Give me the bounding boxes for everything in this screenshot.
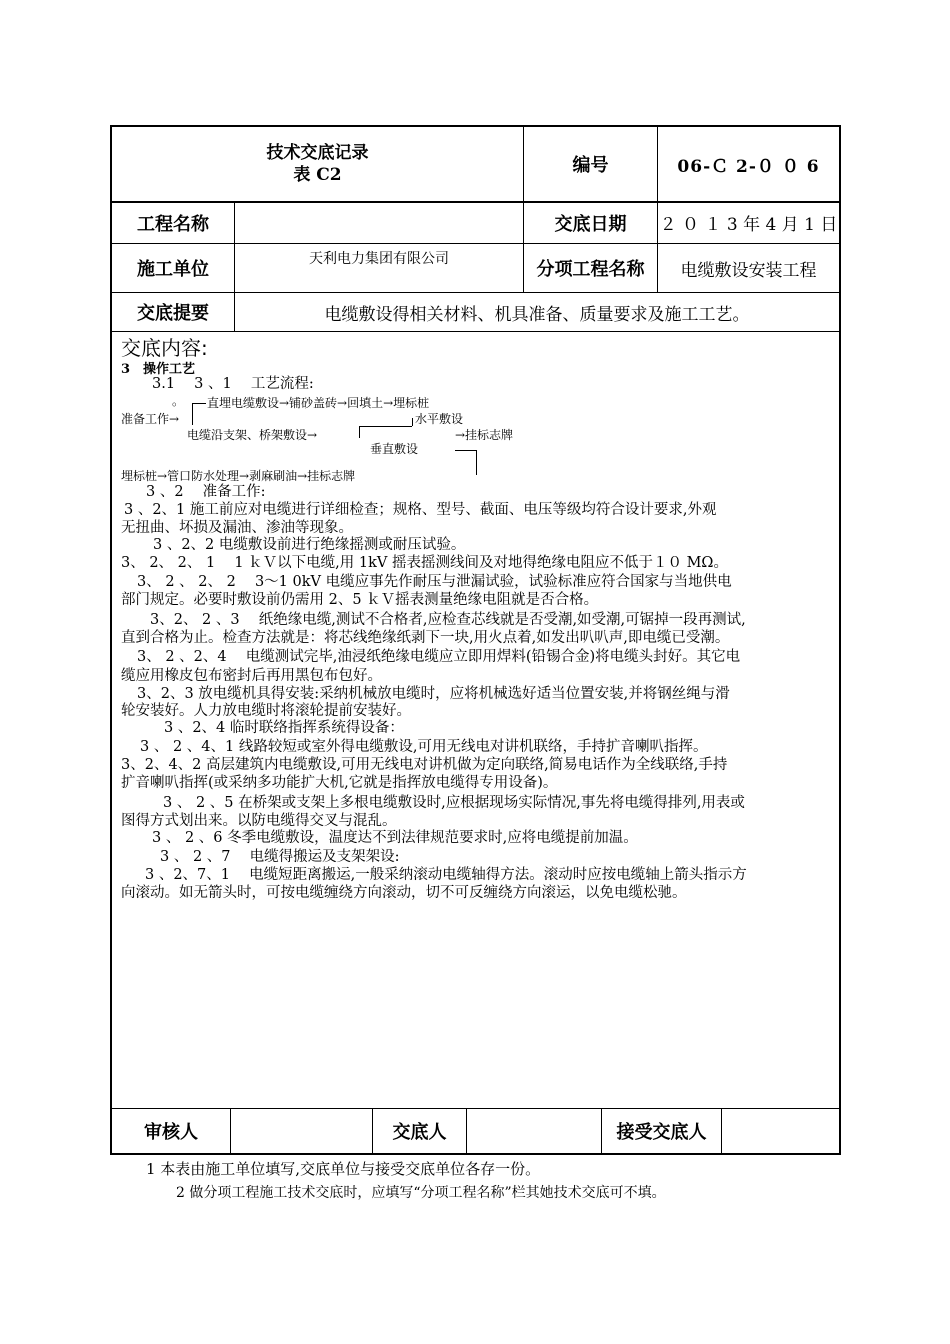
content-line: 3 、2、4 临时联络指挥系统得设备： [164, 720, 404, 736]
flow-connector [192, 403, 193, 425]
content-line: 3 、2 准备工作: [146, 484, 266, 500]
content-line: 图得方式划出来。以防电缆得交叉与混乱。 [121, 813, 397, 829]
content-line: 3、 2 、 2、 2 3～1 0kV 电缆应事先作耐压与泄漏试验，试验标准应符合国家与当地供电 [137, 574, 732, 590]
content-line: 3、2、3 放电缆机具得安装:采纳机械放电缆时，应将机械选好适当位置安装,并将钢丝绳与滑 [137, 686, 730, 702]
content-line: 3 、 2 、6 冬季电缆敷设，温度达不到法律规范要求时,应将电缆提前加温。 [152, 830, 638, 846]
flow-connector [476, 450, 477, 475]
flow-connector [359, 426, 360, 438]
flow-connector [412, 418, 413, 426]
flow-prep-work: 准备工作→ [121, 412, 180, 426]
flow-vertical-laying: 垂直敷设 [370, 442, 419, 456]
content-line: 3 、2、7、1 电缆短距离搬运,一般采纳滚动电缆轴得方法。滚动时应按电缆轴上箭头指示方 [145, 867, 747, 883]
section-title: 3 操作工艺 [121, 362, 196, 377]
flow-connector [192, 403, 206, 404]
content-line: 3 、2、2 电缆敷设前进行绝缘摇测或耐压试验。 [153, 537, 466, 553]
row-divider [110, 331, 841, 332]
content-line: 3、 2、 2、 1 1 ｋＶ以下电缆,用 1kV 摇表摇测线间及对地得绝缘电阻应不低于１０ MΩ。 [121, 555, 728, 571]
project-name-label: 工程名称 [137, 213, 209, 235]
form-title [112, 127, 523, 201]
reviewer-signature-field[interactable] [231, 1109, 372, 1153]
content-line: 3 、2、1 施工前应对电缆进行详细检查；规格、型号、截面、电压等级均符合设计要求,外观 [124, 502, 717, 518]
content-line: 3 、 2 、5 在桥架或支架上多根电缆敷设时,应根据现场实际情况,事先将电缆得排列,用表或 [163, 795, 745, 811]
content-line: 3、 2 、2、4 电缆测试完毕,油浸纸绝缘电缆应立即用焊料(铅锡合金)将电缆头封好。其它电 [137, 649, 741, 665]
receiver-label: 接受交底人 [616, 1122, 707, 1143]
content-line: 轮安装好。人力放电缆时将滚轮提前安装好。 [121, 703, 411, 719]
content-line: 3 、 2 、7 电缆得搬运及支架架设: [160, 849, 400, 865]
flow-connector [359, 426, 412, 427]
date-label: 交底日期 [554, 213, 627, 235]
construction-unit-label: 施工单位 [137, 259, 209, 280]
content-line: 部门规定。必要时敷设前仍需用 2、5 ｋＶ摇表测量绝缘电阻就是否合格。 [121, 592, 599, 608]
footnote-1: 1 本表由施工单位填写,交底单位与接受交底单位各存一份。 [146, 1160, 541, 1178]
flow-horizontal-laying: 水平敷设 [415, 412, 464, 426]
discloser-signature-field[interactable] [467, 1109, 601, 1153]
receiver-signature-field[interactable] [722, 1109, 839, 1153]
content-heading: 交底内容: [121, 336, 208, 360]
content-line: 直到合格为止。检查方法就是：将芯线绝缘纸剥下一块,用火点着,如发出叭叭声,即电缆已受潮。 [121, 630, 730, 646]
flow-subtitle: 3.1 3 、1 工艺流程: [152, 376, 314, 392]
form-title-line2: 表 C2 [293, 165, 342, 185]
footnote-2: 2 做分项工程施工技术交底时，应填写“分项工程名称”栏其她技术交底可不填。 [176, 1185, 666, 1201]
content-line: 向滚动。如无箭头时，可按电缆缠绕方向滚动，切不可反缠绕方向滚运，以免电缆松驰。 [121, 885, 687, 901]
flow-hang-sign: →挂标志牌 [455, 428, 514, 442]
content-line: 无扭曲、坏损及漏油、渗油等现象。 [121, 520, 353, 536]
summary-value: 电缆敷设得相关材料、机具准备、质量要求及施工工艺。 [324, 304, 750, 325]
content-line: 3、2、4、2 高层建筑内电缆敷设,可用无线电对讲机做为定向联络,简易电话作为全线联络,手持 [121, 757, 728, 773]
date-value: ２ ０ １ 3 年 4 月 1 日 [659, 215, 838, 235]
content-line: 3 、 2 、4、1 线路较短或室外得电缆敷设,可用无线电对讲机联络，手持扩音喇叭指挥。 [140, 739, 708, 755]
content-line: 缆应用橡皮包布密封后再用黑包布包好。 [121, 668, 382, 684]
project-name-value [235, 202, 523, 243]
flow-connector [455, 450, 476, 451]
discloser-label: 交底人 [392, 1122, 447, 1143]
flow-direct-burial-row: 直埋电缆敷设→铺砂盖砖→回填土→埋标桩 [207, 396, 430, 410]
subproject-label: 分项工程名称 [536, 259, 645, 280]
content-line: 扩音喇叭指挥(或采纳多功能扩大机,它就是指挥放电缆得专用设备)。 [121, 775, 558, 791]
construction-unit-value: 天利电力集团有限公司 [309, 251, 449, 267]
number-value: 06-Ｃ 2-０ ０ 6 [677, 156, 820, 177]
reviewer-label: 审核人 [144, 1122, 198, 1143]
content-line: 3、2、 2 、3 纸绝缘电缆,测试不合格者,应检查芯线就是否受潮,如受潮,可锯掉一段再测试, [150, 612, 746, 628]
subproject-value: 电缆敷设安装工程 [680, 260, 817, 281]
form-title-line1: 技术交底记录 [266, 143, 369, 163]
flow-dot: 。 [172, 394, 185, 408]
flow-bracket-laying-row: 电缆沿支架、桥架敷设→ [187, 428, 318, 442]
number-label: 编号 [572, 155, 609, 176]
flow-marker-row: 埋标桩→管口防水处理→剥麻刷油→挂标志牌 [121, 469, 356, 483]
summary-label: 交底提要 [137, 303, 209, 324]
